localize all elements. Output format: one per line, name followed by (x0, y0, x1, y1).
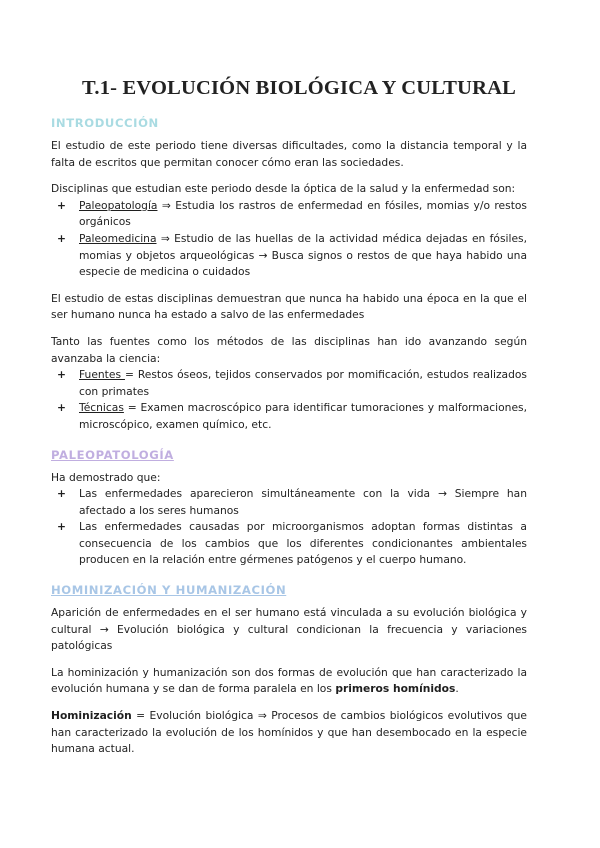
term-description: ⇒ Estudio de las huellas de la actividad médica dejadas en fósiles, momias y objetos arqueológicas → Busca signos o restos de que haya habido una especie de medicina o cuidados (79, 231, 527, 279)
section-heading-introduccion: INTRODUCCIÓN (51, 116, 159, 130)
intro-paragraph-2: Disciplinas que estudian este periodo desde la óptica de la salud y la enfermedad son: (51, 182, 516, 196)
section-heading-paleopatologia: PALEOPATOLOGÍA (51, 447, 174, 462)
methods-list (51, 367, 527, 433)
term-fuentes: Fuentes (79, 368, 125, 382)
section-heading-hominizacion: HOMINIZACIÓN Y HUMANIZACIÓN (51, 583, 287, 598)
homin-p2-bold: primeros homínidos (335, 682, 456, 696)
list-item (79, 198, 527, 231)
term-description: ⇒ Estudia los rastros de enfermedad en fósiles, momias y/o restos orgánicos (79, 198, 527, 229)
term-paleopatologia: Paleopatología (79, 198, 158, 212)
intro-paragraph-4: Tanto las fuentes como los métodos de las disciplinas han ido avanzando según avanzaba la ciencia: (51, 334, 527, 365)
term-description: = Restos óseos, tejidos conservados por momificación, estudos realizados con primates (79, 368, 527, 398)
homin-p2-text: La hominización y humanización son dos formas de evolución que han caracterizado la evolución humana y se dan de forma paralela en los (51, 665, 527, 696)
disciplines-list (51, 198, 527, 281)
homin-paragraph-3 (51, 708, 527, 758)
list-item (79, 231, 527, 281)
list-item (79, 400, 527, 433)
term-hominizacion: Hominización (51, 709, 132, 723)
homin-paragraph-1: Aparición de enfermedades en el ser humano está vinculada a su evolución biológica y cultural → Evolución biológica y cultural condicionan la frecuencia y variaciones patológicas (51, 606, 527, 653)
homin-paragraph-2 (51, 665, 527, 698)
section-hominizacion (51, 583, 527, 758)
homin-p2-end: . (455, 682, 459, 696)
list-item: + Las enfermedades aparecieron simultáneamente con la vida → Siempre han afectado a los seres humanos (79, 486, 527, 519)
page-title: T.1- EVOLUCIÓN BIOLÓGICA Y CULTURAL (82, 77, 516, 99)
paleo-findings-list (51, 486, 527, 569)
term-description: = Examen macroscópico para identificar tumoraciones y malformaciones, microscópico, examen químico, etc. (79, 401, 527, 431)
homin-p3-text: = Evolución biológica ⇒ Procesos de cambios biológicos evolutivos que han caracterizado la evolución de los homínidos y que han desembocado en la especie humana actual. (51, 709, 527, 756)
term-paleomedicina: Paleomedicina (79, 231, 157, 245)
paleo-paragraph-1: Ha demostrado que: (51, 470, 161, 484)
section-paleopatologia (51, 448, 527, 570)
intro-paragraph-1: El estudio de este periodo tiene diversas dificultades, como la distancia temporal y la falta de escritos que permitan conocer cómo eran las sociedades. (51, 139, 527, 169)
intro-paragraph-3: El estudio de estas disciplinas demuestran que nunca ha habido una época en la que el ser humano nunca ha estado a salvo de las enfermedades (51, 291, 527, 322)
term-tecnicas: Técnicas (79, 401, 124, 415)
list-item (79, 367, 527, 400)
list-item: + Las enfermedades causadas por microorganismos adoptan formas distintas a consecuencia de los cambios que los diferentes condicionantes ambientales producen en la relación entre gérmenes patógenos y el cuerpo humano. (79, 519, 527, 569)
section-introduccion (51, 116, 527, 434)
